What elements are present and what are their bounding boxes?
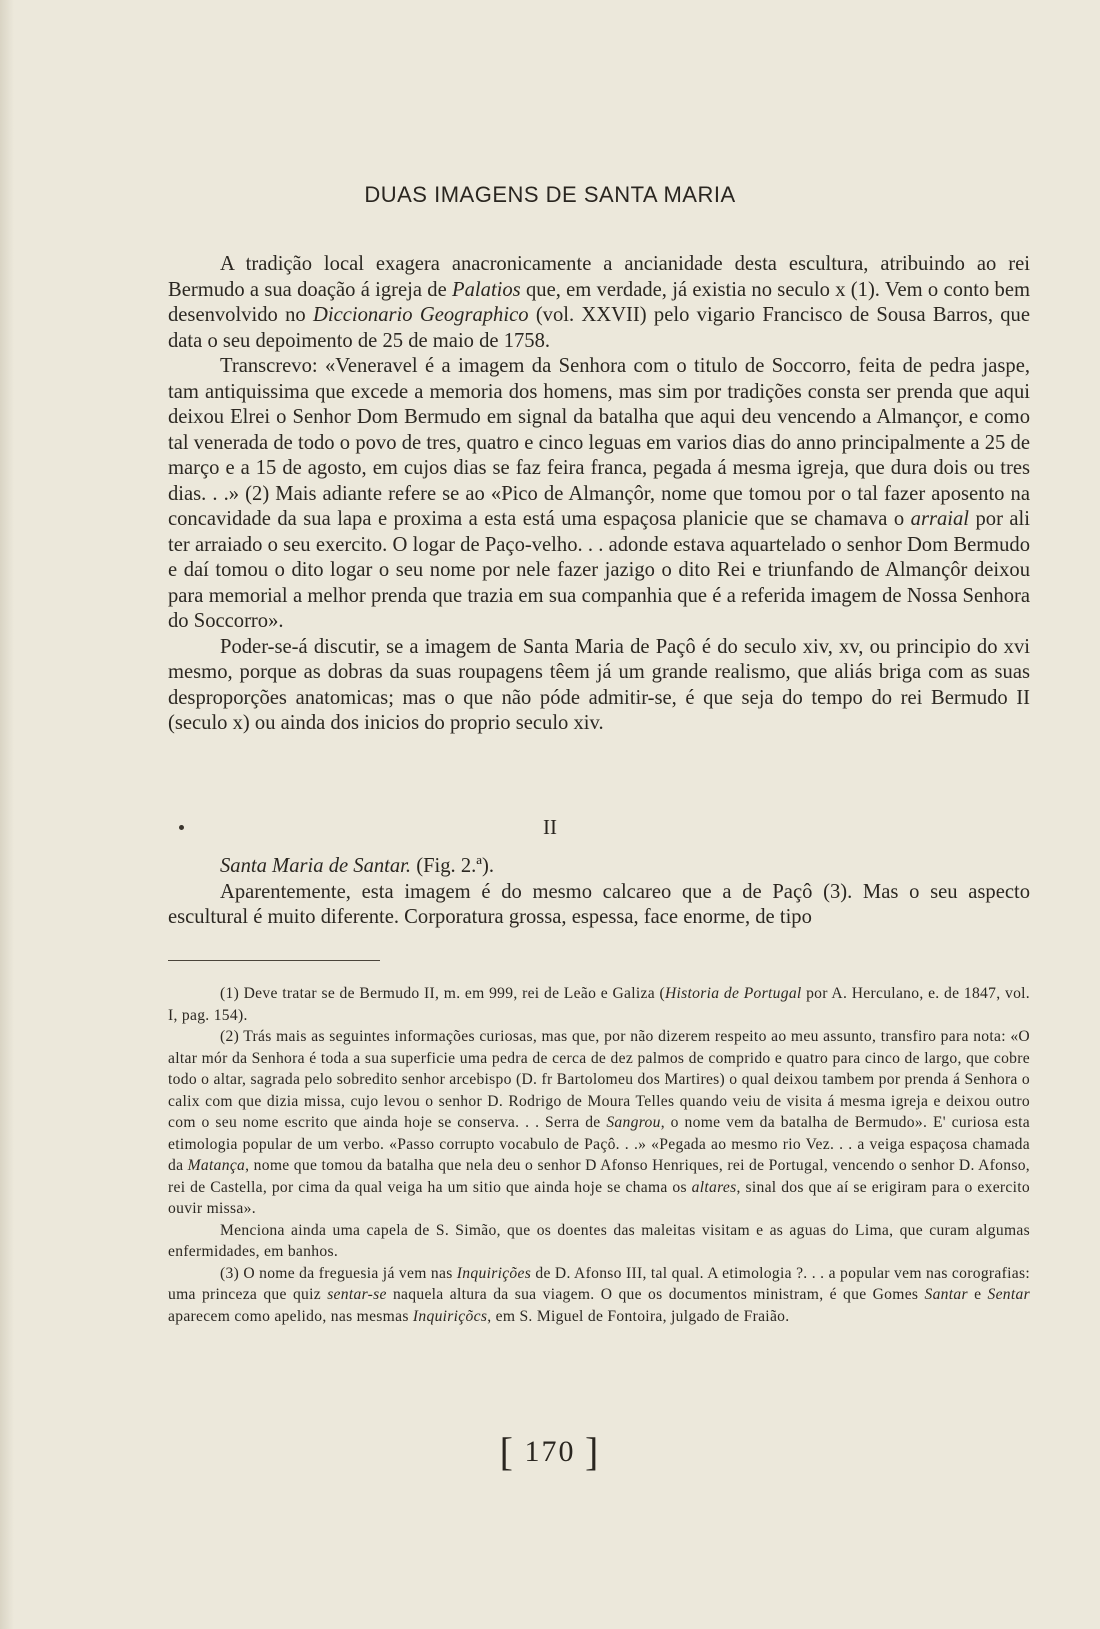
section-number: II (543, 815, 557, 839)
section-text (168, 854, 1030, 931)
footnote-2: (2) Trás mais as seguintes informações curiosas, mas que, por não dizerem respeito ao meu assunto, transfiro para nota: «O altar mór da Senhora é toda a sua superficie uma pedra de cerca de dez palmos de comprido e quatro para cinco de largo, que cobre todo o altar, sagrada pelo sobredito senhor arcebispo (D. fr Bartolomeu dos Martires) o qual deixou tambem por prenda á Senhora o calix com que dizia missa, cujo levou o senhor D. Rodrigo de Moura Telles quando veiu de visita á mesma igreja e deixou outro com o seu nome escrito que ainda hoje se conserva. . . Serra de Sangrou, o nome vem da batalha de Bermudo». E' curiosa esta etimologia popular de um verbo. «Passo corrupto vocabulo de Paçô. . .» «Pegada ao mesmo rio Vez. . . a veiga espaçosa chamada da Matança, nome que tomou da batalha que nela deu o senhor D Afonso Henriques, rei de Portugal, vencendo o senhor D. Afonso, rei de Castella, por cima da qual veiga ha um sitio que ainda hoje se chama os altares, sinal dos que aí se erigiram para o exercito ouvir missa». (168, 1028, 1030, 1217)
running-head: DUAS IMAGENS DE SANTA MARIA (364, 182, 736, 207)
footnotes (168, 983, 1030, 1327)
footnote-3: (3) O nome da freguesia já vem nas Inquirições de D. Afonso III, tal qual. A etimologia ?. . . a popular vem nas corografias: uma princeza que quiz sentar-se naquela altura da sua viagem. O que os documentos ministram, é que Gomes Santar e Sentar aparecem como apelido, nas mesmas Inquiriçõcs, em S. Miguel de Fontoira, julgado de Fraião. (168, 1264, 1030, 1325)
section-paragraph: Aparentemente, esta imagem é do mesmo calcareo que a de Paçô (3). Mas o seu aspecto escultural é muito diferente. Corporatura grossa, espessa, face enorme, de tipo (168, 880, 1030, 928)
paragraph-1: A tradição local exagera anacronicamente a ancianidade desta escultura, atribuindo ao rei Bermudo a sua doação á igreja de Palatios que, em verdade, já existia no seculo x (1). Vem o conto bem desenvolvido no Diccionario Geographico (vol. XXVII) pelo vigario Francisco de Sousa Barros, que data o seu depoimento de 25 de maio de 1758. (168, 253, 1031, 352)
bracket-close: ] (585, 1429, 601, 1474)
bracket-open: [ (499, 1429, 515, 1474)
page-number-value: 170 (524, 1435, 576, 1468)
paragraph-3: Poder-se-á discutir, se a imagem de Santa Maria de Paçô é do seculo xiv, xv, ou principio do xvi mesmo, porque as dobras da suas roupagens têem já um grande realismo, que aliás briga com as suas desproporções anatomicas; mas o que não póde admitir-se, é que seja do tempo do rei Bermudo II (seculo x) ou ainda dos inicios do proprio seculo xiv. (168, 635, 1030, 734)
page-number (0, 1428, 1100, 1475)
footnote-rule (168, 960, 380, 961)
footnote-1: (1) Deve tratar se de Bermudo II, m. em 999, rei de Leão e Galiza (Historia de Portugal por A. Herculano, e. de 1847, vol. I, pag. 154). (168, 985, 1030, 1024)
paragraph-2: Transcrevo: «Veneravel é a imagem da Senhora com o titulo de Soccorro, feita de pedra jaspe, tam antiquissima que excede a memoria dos homens, mas sim por tradições consta ser prenda que aqui deixou Elrei o Senhor Dom Bermudo em signal da batalha que aqui deu vencendo a Almançor, e como tal venerada de todo o povo de tres, quatro e cinco leguas em varios dias do anno principalmente a 25 de março e a 15 de agosto, em cujos dias se faz feira franca, pegada á mesma igreja, que dura dois ou tres dias. . .» (2) Mais adiante refere se ao «Pico de Almançôr, nome que tomou por o tal fazer aposento na concavidade da sua lapa e proxima a esta está uma espaçosa planicie que se chamava o arraial por ali ter arraiado o seu exercito. O logar de Paço-velho. . . adonde estava aquartelado o senhor Dom Bermudo e daí tomou o dito logar o seu nome por nele fazer jazigo o dito Rei e triunfando de Almançôr deixou para memorial a melhor prenda que trazia em sua companhia que é a referida imagem de Nossa Senhora do Soccorro». (168, 355, 1030, 632)
footnote-2-continued: Menciona ainda uma capela de S. Simão, que os doentes das maleitas visitam e as aguas do Lima, que curam algumas enfermidades, em banhos. (168, 1221, 1030, 1260)
main-text (168, 252, 1030, 737)
section-caption: Santa Maria de Santar. (Fig. 2.ª). (220, 855, 494, 877)
